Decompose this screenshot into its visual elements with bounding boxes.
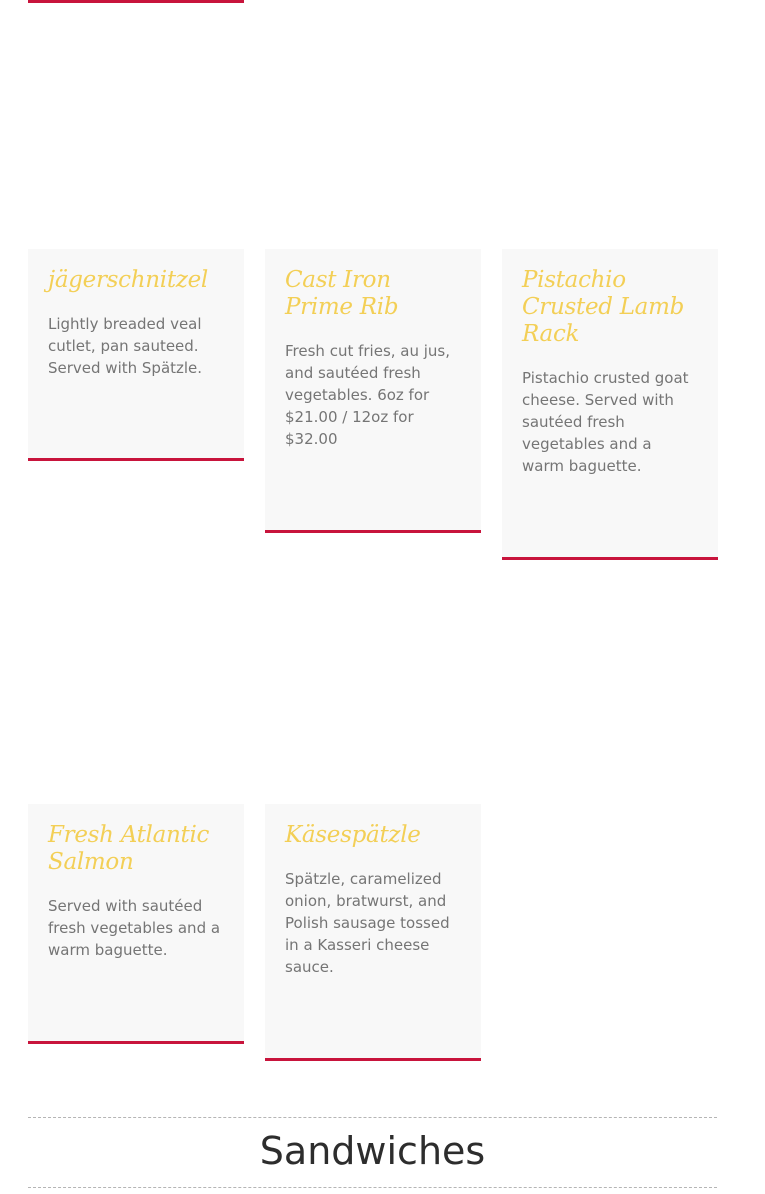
menu-item-description: Fresh cut fries, au jus, and sautéed fresh vegetables. 6oz for $21.00 / 12oz for $32.00 [285, 342, 451, 448]
section-divider-bottom [28, 1187, 717, 1188]
menu-item-title: Fresh Atlantic Salmon [48, 822, 210, 875]
menu-item-description: Lightly breaded veal cutlet, pan sauteed. Served with Spätzle. [48, 315, 203, 377]
menu-item-title: Käsespätzle [285, 822, 421, 848]
section-divider-top [28, 1117, 717, 1118]
menu-card-fresh-atlantic-salmon [28, 804, 244, 1044]
previous-card-bottom-border [28, 0, 244, 3]
section-title: Sandwiches [259, 1129, 486, 1173]
menu-item-title: jägerschnitzel [48, 267, 208, 293]
menu-card-pistachio-crusted-lamb-rack [502, 249, 718, 560]
menu-item-description: Spätzle, caramelized onion, bratwurst, and Polish sausage tossed in a Kasseri cheese sauce. [285, 870, 450, 976]
menu-item-title: Cast Iron Prime Rib [285, 267, 399, 320]
menu-item-description: Pistachio crusted goat cheese. Served with sautéed fresh vegetables and a warm baguette. [522, 369, 689, 475]
menu-card-jagerschnitzel [28, 249, 244, 461]
menu-card-kasespatzle [265, 804, 481, 1061]
menu-card-cast-iron-prime-rib [265, 249, 481, 533]
menu-item-title: Pistachio Crusted Lamb Rack [522, 267, 685, 347]
menu-item-description: Served with sautéed fresh vegetables and a warm baguette. [48, 897, 221, 959]
